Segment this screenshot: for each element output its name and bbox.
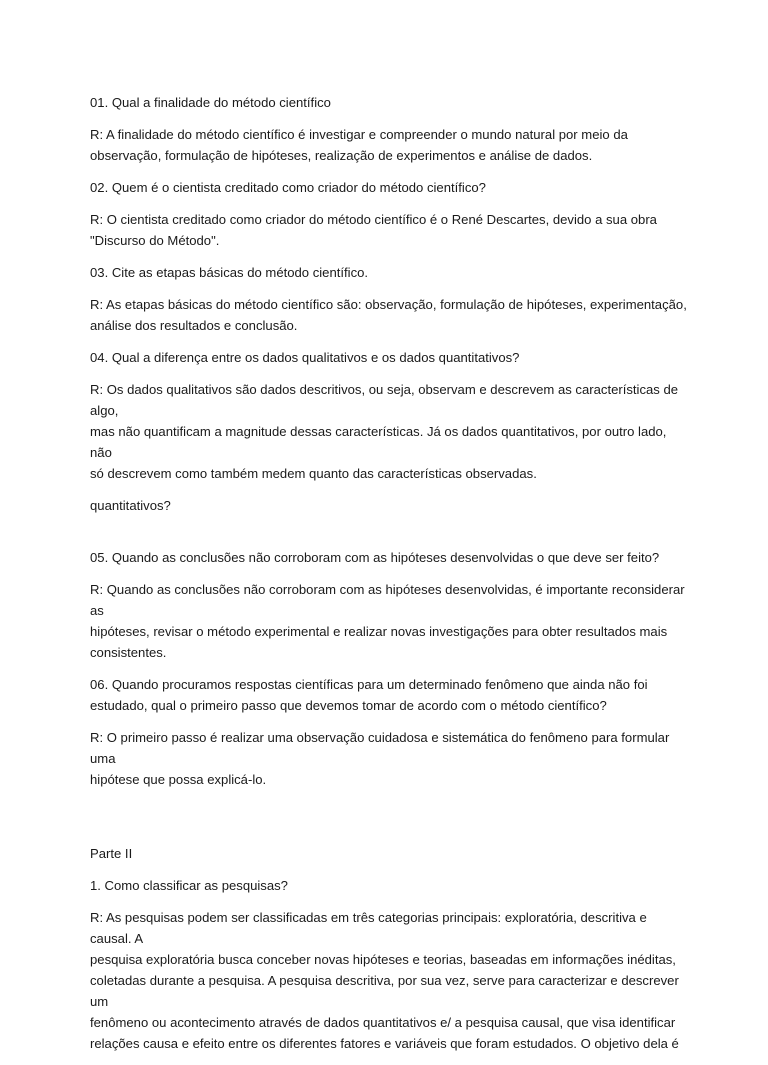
question-02: 02. Quem é o cientista creditado como criador do método científico? — [90, 180, 486, 195]
section-heading-parte-ii: Parte II — [90, 846, 133, 861]
answer-part2-01: R: As pesquisas podem ser classificadas em três categorias principais: exploratória, descritiva e causal. A pesquisa exploratória busca conceber novas hipóteses e teorias, baseadas em informações inéditas, coletadas durante a pesquisa. A pesquisa descritiva, por sua vez, serve para caracterizar e descrever um fenômeno ou acontecimento através de dados quantitativos e/ a pesquisa causal, que visa identificar relações causa e efeito entre os diferentes fatores e variáveis que foram estudados. O objetivo dela é — [90, 910, 679, 1051]
question-04: 04. Qual a diferença entre os dados qualitativos e os dados quantitativos? — [90, 350, 520, 365]
answer-05: R: Quando as conclusões não corroboram com as hipóteses desenvolvidas, é importante reconsiderar as hipóteses, revisar o método experimental e realizar novas investigações para obter resultados mais consistentes. — [90, 582, 685, 660]
question-06: 06. Quando procuramos respostas científicas para um determinado fenômeno que ainda não foi estudado, qual o primeiro passo que devemos tomar de acordo com o método científico? — [90, 677, 648, 713]
answer-02: R: O cientista creditado como criador do método científico é o René Descartes, devido a sua obra "Discurso do Método". — [90, 212, 657, 248]
stray-text: quantitativos? — [90, 498, 171, 513]
answer-01: R: A finalidade do método científico é investigar e compreender o mundo natural por meio da observação, formulação de hipóteses, realização de experimentos e análise de dados. — [90, 127, 628, 163]
question-01: 01. Qual a finalidade do método científico — [90, 95, 331, 110]
answer-03: R: As etapas básicas do método científico são: observação, formulação de hipóteses, experimentação, análise dos resultados e conclusão. — [90, 297, 687, 333]
blank-line — [90, 527, 690, 547]
answer-04: R: Os dados qualitativos são dados descritivos, ou seja, observam e descrevem as características de algo, mas não quantificam a magnitude dessas características. Já os dados quantitativos, por outro lado, não só descrevem como também medem quanto das características observadas. — [90, 382, 679, 481]
blank-lines — [90, 801, 690, 843]
question-part2-01: 1. Como classificar as pesquisas? — [90, 878, 288, 893]
question-03: 03. Cite as etapas básicas do método científico. — [90, 265, 369, 280]
question-05: 05. Quando as conclusões não corroboram com as hipóteses desenvolvidas o que deve ser feito? — [90, 550, 660, 565]
document-body — [90, 92, 690, 1065]
answer-06: R: O primeiro passo é realizar uma observação cuidadosa e sistemática do fenômeno para formular uma hipótese que possa explicá-lo. — [90, 730, 670, 787]
